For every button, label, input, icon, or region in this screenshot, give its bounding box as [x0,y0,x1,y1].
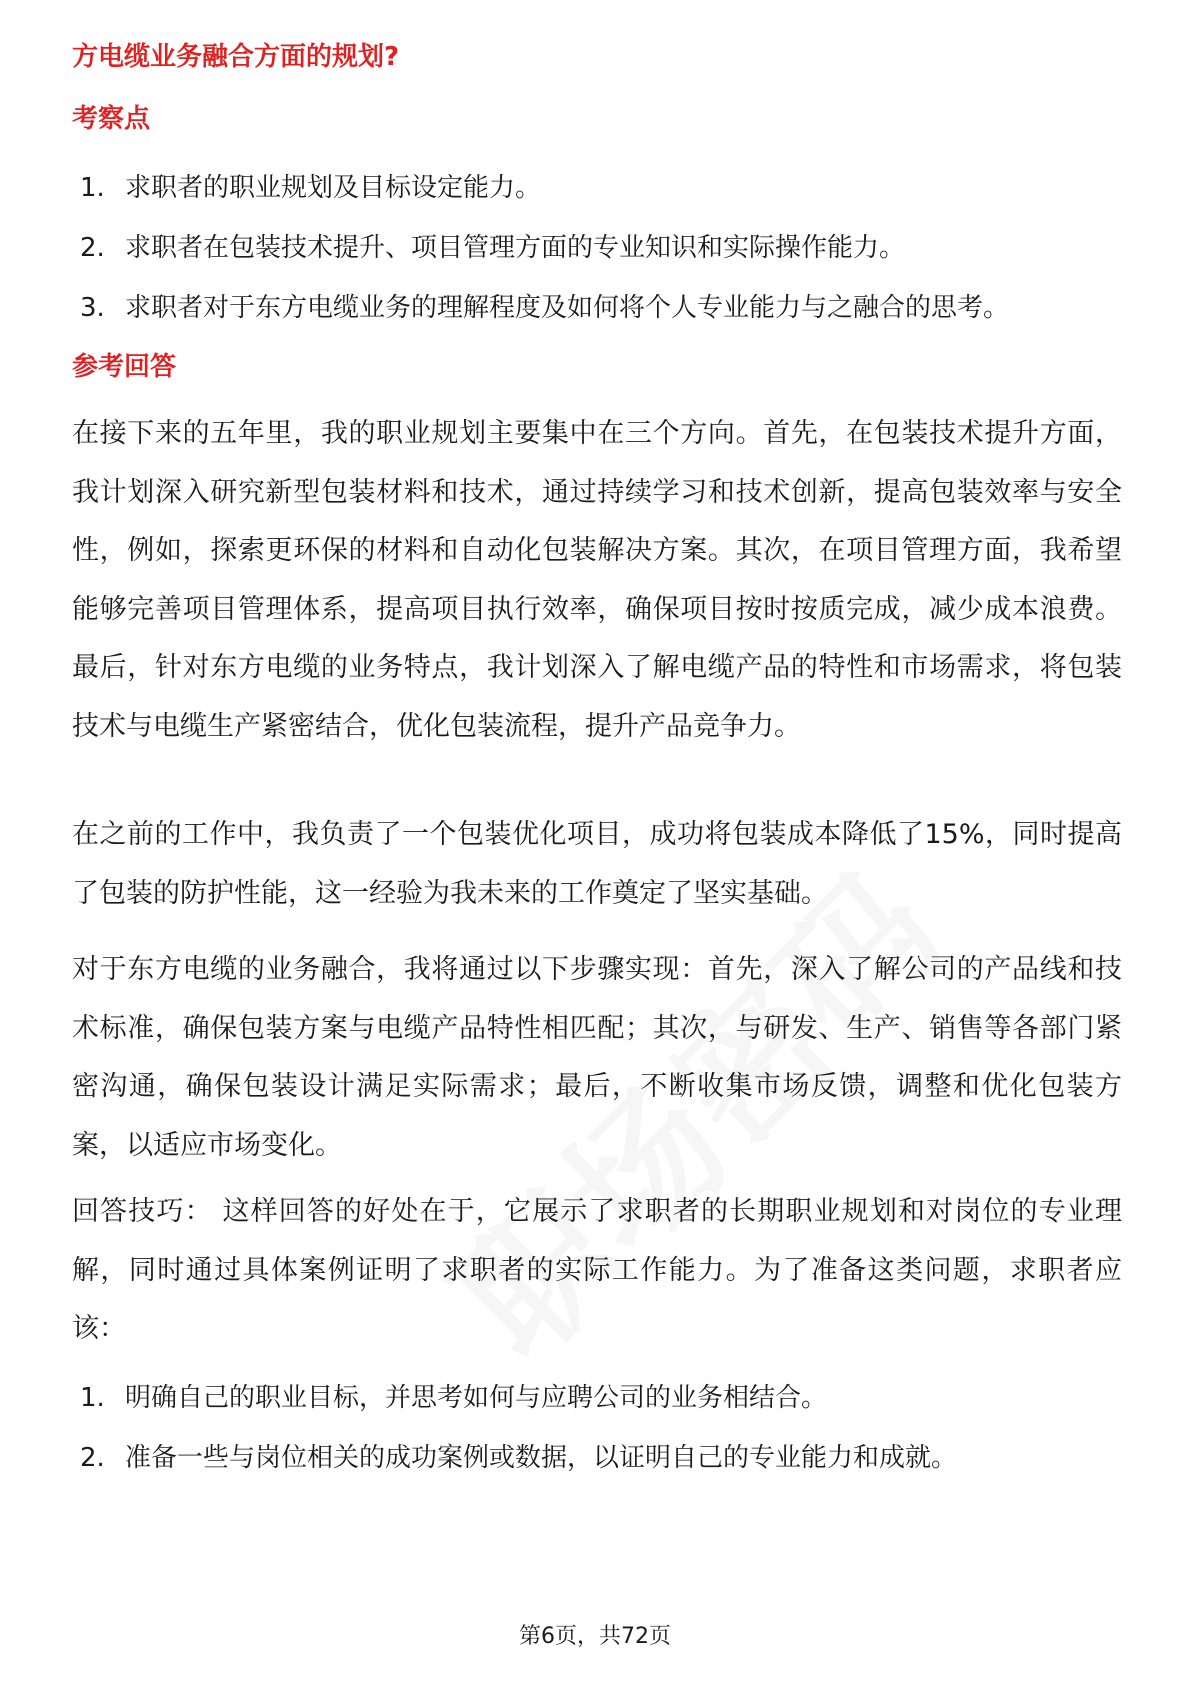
answer-paragraph-1: 在接下来的五年里，我的职业规划主要集中在三个方向。首先，在包装技术提升方面，我计划深入研究新型包装材料和技术，通过持续学习和技术创新，提高包装效率与安全性，例如，探索更环保的材料和自动化包装解决方案。其次，在项目管理方面，我希望能够完善项目管理体系，提高项目执行效率，确保项目按时按质完成，减少成本浪费。最后，针对东方电缆的业务特点，我计划深入了解电缆产品的特性和市场需求，将包装技术与电缆生产紧密结合，优化包装流程，提升产品竞争力。 [72,418,1122,742]
answer-paragraph-3: 对于东方电缆的业务融合，我将通过以下步骤实现：首先，深入了解公司的产品线和技术标准，确保包装方案与电缆产品特性相匹配；其次，与研发、生产、销售等各部门紧密沟通，确保包装设计满足实际需求；最后，不断收集市场反馈，调整和优化包装方案，以适应市场变化。 [72,954,1122,1161]
answer-paragraph-2: 在之前的工作中，我负责了一个包装优化项目，成功将包装成本降低了15%，同时提高了包装的防护性能，这一经验为我未来的工作奠定了坚实基础。 [72,819,1122,909]
list-item: 1. 求职者的职业规划及目标设定能力。 [80,173,542,203]
list-item: 2. 准备一些与岗位相关的成功案例或数据，以证明自己的专业能力和成就。 [80,1443,958,1473]
list-item: 2. 求职者在包装技术提升、项目管理方面的专业知识和实际操作能力。 [80,233,906,263]
section-title-reference-answer: 参考回答 [72,352,177,382]
question-title: 方电缆业务融合方面的规划? [72,42,400,72]
page-number: 第6页，共72页 [519,1624,671,1649]
section-title-exam-points: 考察点 [72,104,151,134]
list-item: 3. 求职者对于东方电缆业务的理解程度及如何将个人专业能力与之融合的思考。 [80,293,1010,323]
exam-points-list [80,158,1009,338]
list-item: 1. 明确自己的职业目标，并思考如何与应聘公司的业务相结合。 [80,1383,828,1413]
tips-list [80,1368,957,1488]
answer-tips-paragraph: 回答技巧： 这样回答的好处在于，它展示了求职者的长期职业规划和对岗位的专业理解，同时通过具体案例证明了求职者的实际工作能力。为了准备这类问题，求职者应该： [72,1196,1122,1344]
